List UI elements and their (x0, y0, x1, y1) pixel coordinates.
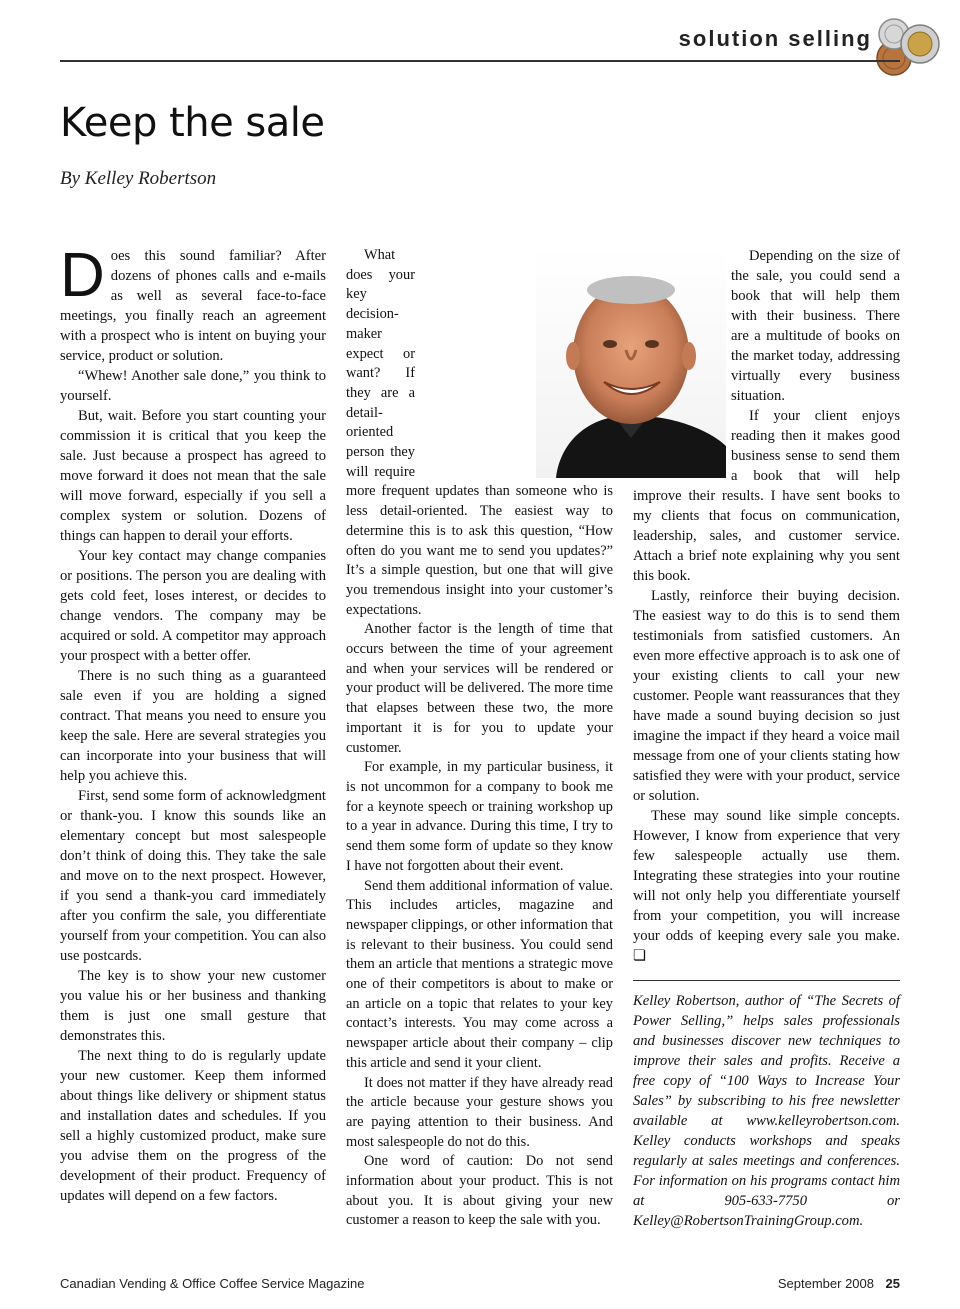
bio-divider (633, 980, 900, 981)
paragraph: Depending on the size of the sale, you could send a book that will help them with their business. There are a multitude of books on the market today, addressing virtually every business situation. (731, 248, 900, 404)
paragraph: Send them additional information of value. This includes articles, magazine and newspaper clippings, or other information that is relevant to their business. You could send them an article that mentions a strategic move one of their competitors is about to make or an article on a topic that relates to your key contact’s interests. You may come across a newspaper article about their company – clip this article and send it your client. (346, 877, 613, 1071)
footer-magazine: Canadian Vending & Office Coffee Service Magazine (60, 1276, 365, 1291)
paragraph: First, send some form of acknowledgment or thank-you. I know this sounds like an elementary concept but most salespeople don’t think of doing this. They take the sale and move on to the next prospect. However, if you send a thank-you card immediately after you confirm the sale, you differentiate yourself from your competition. You can also use postcards. (60, 788, 326, 964)
top-rule (60, 60, 900, 62)
column-1 (60, 241, 326, 1206)
paragraph: There is no such thing as a guaranteed sale even if you are holding a signed contract. That means you need to ensure you keep the sale. Here are several strategies you can incorporate into your business that will help you achieve this. (60, 668, 326, 784)
coins-icon (872, 12, 944, 80)
paragraph: The key is to show your new customer you value his or her business and thanking them is just one small gesture that demonstrates this. (60, 968, 326, 1044)
paragraph: What does your key decision-maker expect or want? If they are a detail-oriented person they will require more frequent updates than someone who is less detail-oriented. The easiest way to determine this is to ask this question, “How often do you want me to send you updates?” It’s a simple question, but one that will give you tremendous insight into your customer’s expectations. (346, 247, 613, 618)
paragraph: If your client enjoys reading then it makes good business sense to send them a book that will help improve their results. I have sent books to my clients that focus on communication, leadership, sales, and customer service. Attach a brief note explaining why you sent this book. (633, 408, 900, 584)
author-bio: Kelley Robertson, author of “The Secrets of Power Selling,” helps sales professionals and businesses discover new techniques to improve their sales and profits. Receive a free copy of “100 Ways to Increase Your Sales” by subscribing to his free newsletter available at www.kelleyrobertson.com. Kelley conducts workshops and speaks regularly at sales meetings and conferences. For information on his programs contact him at 905-633-7750 or Kelley@RobertsonTrainingGroup.com. (633, 993, 900, 1229)
first-paragraph (60, 241, 326, 366)
article-byline: By Kelley Robertson (60, 168, 217, 189)
paragraph: For example, in my particular business, it is not uncommon for a company to book me for a keynote speech or training workshop up to a year in advance. During this time, I try to send them some form of update so they know I have not forgotten about their event. (346, 759, 613, 874)
paragraph: Lastly, reinforce their buying decision. The easiest way to do this is to send them testimonials from satisfied customers. An even more effective approach is to ask one of your existing clients to call your new customer. People want reassurances that they have made a sound buying decision so just imagine the impact if they heard a voice mail message from one of your clients stating how satisfied they were with your product, service or solution. (633, 588, 900, 804)
paragraph-text: These may sound like simple concepts. However, I know from experience that very few salespeople actually use them. Integrating these strategies into your routine will not only help you differentiate yourself from your competition, you will increase your odds of keeping every sale you make. (633, 808, 900, 944)
paragraph (633, 806, 900, 966)
drop-cap: D (60, 241, 105, 310)
paragraph: It does not matter if they have already read the article because your gesture shows you are paying attention to their business. And most salespeople do not do this. (346, 1074, 613, 1150)
paragraph: Another factor is the length of time that occurs between the time of your agreement and when your services will be rendered or your product will be delivered. The more time that elapses between these two, the more important it is for you to update your customer. (346, 621, 613, 756)
section-label: solution selling (678, 26, 872, 51)
author-photo (536, 246, 726, 478)
paragraph: “Whew! Another sale done,” you think to yourself. (60, 368, 326, 404)
footer-date: September 2008 (777, 1276, 874, 1291)
paragraph: But, wait. Before you start counting your commission it is critical that you keep the sale. Just because a prospect has agreed to move forward it does not mean that the sale will move forward, especially if you sell a complex system or solution. Dozens of things can happen to derail your efforts. (60, 408, 326, 544)
article-title: Keep the sale (60, 100, 325, 146)
paragraph: The next thing to do is regularly update your new customer. Keep them informed about things like delivery or shipment status and installation dates and schedules. If you sell a highly customized product, make sure you advise them on the progress of the development of their product. Frequency of updates will depend on a few factors. (60, 1048, 326, 1204)
paragraph-text: oes this sound familiar? After dozens of phones calls and e-mails as well as several face-to-face meetings, you finally reach an agreement with a prospect who is intent on buying your service, product or solution. (60, 248, 326, 364)
paragraph: One word of caution: Do not send information about your product. This is not about you. It is about giving your new customer a reason to keep the sale with you. (346, 1153, 613, 1229)
paragraph: Your key contact may change companies or positions. The person you are dealing with gets cold feet, loses interest, or decides to change vendors. The company may be acquired or sold. A competitor may approach your prospect with a better offer. (60, 548, 326, 664)
page-number: 25 (885, 1276, 900, 1291)
end-mark: ❏ (633, 948, 647, 964)
